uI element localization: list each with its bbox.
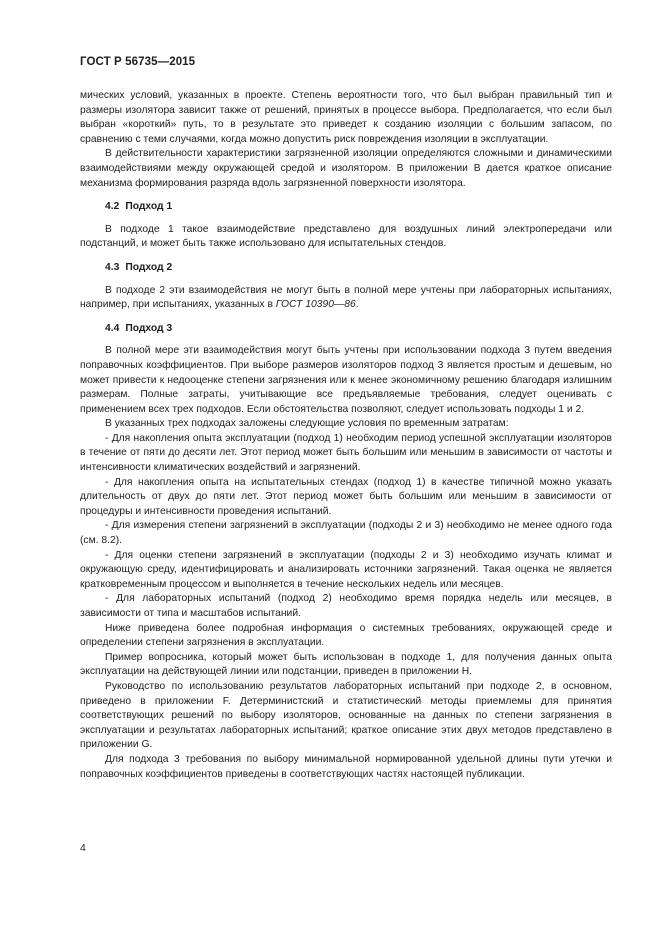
paragraph-approach-3-requirements: Для подхода 3 требования по выбору минимальной нормированной удельной длины пути утечки и поправочных коэффициентов приведены в соответствующих частях настоящей публикации. xyxy=(80,753,612,780)
paragraph-text: В подходе 2 эти взаимодействия не могут быть в полной мере учтены при лабораторных испытаниях, например, при испытаниях, указанных в xyxy=(80,284,612,311)
section-heading-4-3 xyxy=(80,261,612,276)
document-code-header: ГОСТ Р 56735—2015 xyxy=(80,56,196,68)
section-heading-4-4 xyxy=(80,322,612,337)
section-heading-4-2 xyxy=(80,200,612,215)
paragraph-text-end: . xyxy=(355,299,359,311)
paragraph-interactions: В действительности характеристики загрязненной изоляции определяются сложными и динамическими взаимодействиями между окружающей средой и изолятором. В приложении В дается краткое описание механизма формирования разряда вдоль загрязненной поверхности изолятора. xyxy=(80,148,612,189)
section-number: 4.2 xyxy=(105,201,120,213)
section-title: Подход 3 xyxy=(125,322,173,334)
list-item: - Для измерения степени загрязнений в эксплуатации (подходы 2 и 3) необходимо не менее одного года (см. 8.2). xyxy=(80,520,612,547)
page-number: 4 xyxy=(80,843,86,854)
paragraph-more-info: Ниже приведена более подробная информация о системных требованиях, окружающей среде и определении степени загрязнения в эксплуатации. xyxy=(80,622,612,649)
list-item: - Для лабораторных испытаний (подход 2) необходимо время порядка недель или месяцев, в зависимости от типа и масштабов испытаний. xyxy=(80,593,612,619)
standard-reference: ГОСТ 10390—86 xyxy=(275,299,356,311)
section-title: Подход 2 xyxy=(125,261,173,273)
paragraph-approach-2 xyxy=(80,284,612,313)
paragraph-lab-guidance: Руководство по использованию результатов лабораторных испытаний при подходе 2, в основном, приведено в приложении F. Детерминистский и статистический методы приемлемы для принятия соответствующих решений по выбору изоляторов, основанные на данных по степени загрязнения в эксплуатации и результатах лабораторных испытаний; краткое описание этих двух методов представлено в приложении G. xyxy=(80,680,612,751)
list-item: - Для оценки степени загрязнений в эксплуатации (подходы 2 и 3) необходимо изучать климат и окружающую среду, идентифицировать и анализировать источники загрязнений. Такая оценка не является кратковременным процессом и выполняется в течение нескольких недель или месяцев. xyxy=(80,549,612,590)
paragraph-approach-3: В полной мере эти взаимодействия могут быть учтены при использовании подхода 3 путем введения поправочных коэффициентов. При выборе размеров изоляторов подход 3 является простым и дешевым, но может привести к недооценке степени загрязнения или к менее экономичному решению благодаря излишним размерам. Полные затраты, учитывающие все предъявляемые требования, следует оценивать с применением всех трех подходов. Если обстоятельства позволяют, следует использовать подходы 1 и 2. xyxy=(80,345,612,415)
section-number: 4.4 xyxy=(105,322,120,334)
list-item: - Для накопления опыта эксплуатации (подход 1) необходим период успешной эксплуатации изоляторов в течение от пяти до десяти лет. Этот период может быть большим или меньшим в зависимости от частоты и интенсивности климатических воздействий и загрязнений. xyxy=(80,432,612,474)
section-title: Подход 1 xyxy=(125,201,173,213)
section-number: 4.3 xyxy=(105,261,120,273)
list-item: - Для накопления опыта на испытательных стендах (подход 1) в качестве типичной можно указать длительность от двух до пяти лет. Этот период может быть большим или меньшим в зависимости от процедуры и интенсивности проведения испытаний. xyxy=(80,476,612,517)
paragraph-continuation: мических условий, указанных в проекте. Степень вероятности того, что был выбран правильный тип и размеры изолятора зависит также от решений, принятых в процессе выбора. Предполагается, что если был выбран «короткий» путь, то в результате это приведет к созданию изоляции с большим запасом, по сравнению с теми случаями, когда можно допустить риск повреждения изоляции в эксплуатации. xyxy=(80,90,612,145)
main-text xyxy=(80,89,612,782)
paragraph-approach-1: В подходе 1 такое взаимодействие представлено для воздушных линий электропередачи или подстанций, и может быть также использовано для испытательных стендов. xyxy=(80,223,612,250)
paragraph-questionnaire: Пример вопросника, который может быть использован в подходе 1, для получения данных опыта эксплуатации на действующей линии или подстанции, приведен в приложении Н. xyxy=(80,651,612,678)
paragraph-time-conditions: В указанных трех подходах заложены следующие условия по временным затратам: xyxy=(105,418,509,430)
